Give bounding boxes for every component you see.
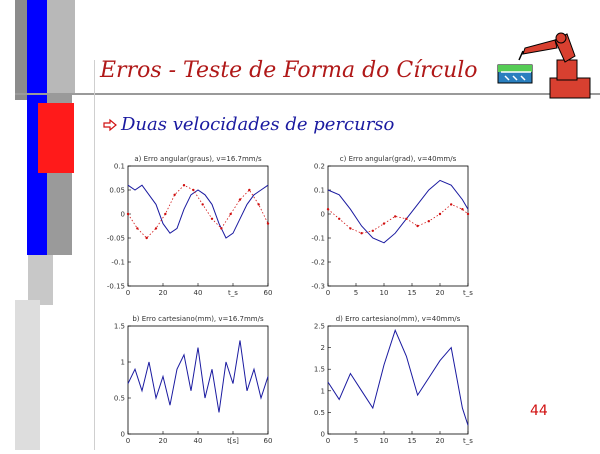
y-tick-label: 0.2 <box>313 162 325 171</box>
x-tick-label: 0 <box>125 289 131 297</box>
y-tick-label: 0.1 <box>313 186 325 195</box>
y-tick-label: 2 <box>320 344 325 353</box>
plot-frame <box>128 166 268 286</box>
data-point-red <box>467 213 469 215</box>
y-tick-label: 0.5 <box>313 408 325 417</box>
x-tick-label: t_s <box>463 289 473 297</box>
y-tick-label: -0.1 <box>311 234 325 243</box>
x-tick-label: t_s <box>228 289 238 297</box>
x-tick-label: 20 <box>435 437 445 445</box>
chart-title: b) Erro cartesiano(mm), v=16.7mm/s <box>132 315 264 323</box>
plot-angular-error-fast <box>300 152 480 302</box>
x-tick-label: 15 <box>407 289 417 297</box>
x-tick-label: t[s] <box>227 437 239 445</box>
decor-gray-bar-bottom <box>15 300 40 450</box>
y-tick-label: -0.2 <box>311 258 325 267</box>
y-tick-label: 1 <box>320 387 325 396</box>
y-tick-label: 2.5 <box>313 322 325 331</box>
x-tick-label: 15 <box>407 437 417 445</box>
series-line-blue <box>128 185 268 238</box>
y-tick-label: 0 <box>320 430 325 439</box>
x-tick-label: 5 <box>353 289 359 297</box>
x-tick-label: 60 <box>263 289 273 297</box>
page-number: 44 <box>530 403 548 419</box>
y-tick-label: 1 <box>120 358 125 367</box>
x-tick-label: 60 <box>263 437 273 445</box>
y-tick-label: -0.15 <box>106 282 125 291</box>
y-tick-label: -0.1 <box>111 258 125 267</box>
plot-frame <box>328 166 468 286</box>
chart-title: d) Erro cartesiano(mm), v=40mm/s <box>335 315 461 323</box>
chart-svg <box>100 152 280 302</box>
chart-title: c) Erro angular(grad), v=40mm/s <box>339 155 457 163</box>
x-tick-label: 40 <box>193 437 203 445</box>
y-tick-label: 0.5 <box>113 394 125 403</box>
y-tick-label: 0 <box>320 210 325 219</box>
y-tick-label: 1.5 <box>113 322 125 331</box>
plot-cartesian-error-fast <box>300 312 480 450</box>
x-tick-label: 0 <box>325 289 331 297</box>
x-tick-label: 10 <box>379 437 389 445</box>
chart-svg <box>300 152 480 302</box>
plot-frame <box>128 326 268 434</box>
x-tick-label: t_s <box>463 437 473 445</box>
x-tick-label: 10 <box>379 289 389 297</box>
y-tick-label: 0 <box>120 430 125 439</box>
series-line-blue <box>128 340 268 412</box>
x-tick-label: 5 <box>353 437 359 445</box>
plot-cartesian-error-slow <box>100 312 280 450</box>
slide-title: Erros - Teste de Forma do Círculo <box>100 58 478 83</box>
robot-arm-icon <box>495 20 595 100</box>
chart-svg <box>300 312 480 450</box>
y-tick-label: 0.05 <box>109 186 125 195</box>
chart-svg <box>100 312 280 450</box>
series-line-blue <box>328 330 468 425</box>
series-line-red <box>128 185 268 238</box>
plot-angular-error-slow <box>100 152 280 302</box>
decor-red-block <box>38 103 74 173</box>
plot-frame <box>328 326 468 434</box>
x-tick-label: 0 <box>125 437 131 445</box>
y-tick-label: 0.1 <box>113 162 125 171</box>
series-line-blue <box>328 180 468 242</box>
y-tick-label: -0.3 <box>311 282 325 291</box>
y-tick-label: 1.5 <box>313 365 325 374</box>
x-tick-label: 20 <box>435 289 445 297</box>
x-tick-label: 40 <box>193 289 203 297</box>
arrow-bullet-icon <box>103 118 117 132</box>
chart-title: a) Erro angular(graus), v=16.7mm/s <box>134 155 262 163</box>
y-tick-label: -0.05 <box>106 234 125 243</box>
vertical-divider <box>94 60 95 450</box>
x-tick-label: 0 <box>325 437 331 445</box>
x-tick-label: 20 <box>158 437 168 445</box>
y-tick-label: 0 <box>120 210 125 219</box>
x-tick-label: 20 <box>158 289 168 297</box>
decor-gray-bar-low <box>28 255 53 305</box>
slide-subtitle: Duas velocidades de percurso <box>121 114 395 135</box>
